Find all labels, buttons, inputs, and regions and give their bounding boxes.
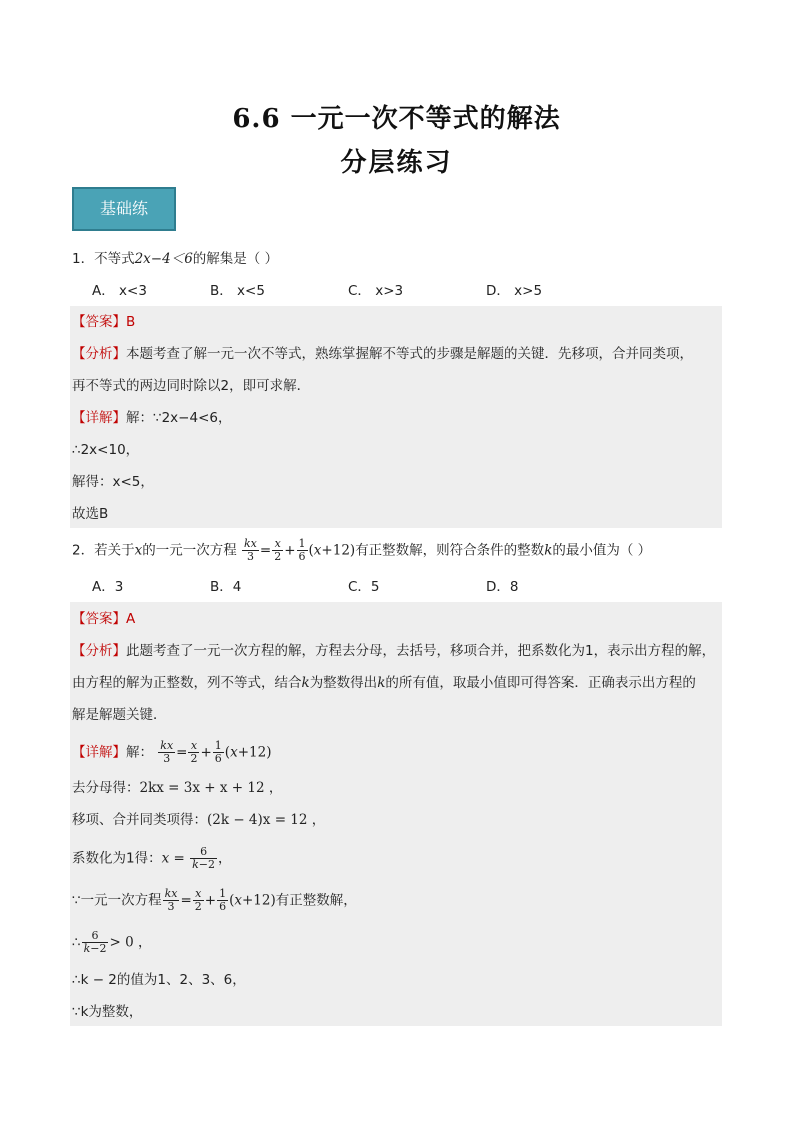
q2-answer: 【答案】A (72, 611, 136, 627)
question-1: 1．不等式2x−4＜6的解集是（ ） (72, 251, 279, 267)
q2-analysis-cont: 由方程的解为正整数，列不等式，结合k为整数得出k的所有值，取最小值即可得答案．正确表示出方程的 (72, 675, 696, 691)
q1-detail-step: ∴2x<10， (72, 442, 140, 458)
q2-step-4: ∵一元一次方程 $\frac{kx}{3}$ = $\frac{x}{2}$ + $\frac{1}{6}$ (x+12)有正整数解， (72, 887, 357, 913)
q1-detail: 【详解】解：∵2x−4<6， (72, 410, 232, 426)
q1-detail-step: 故选B (72, 506, 109, 522)
q1-answer: 【答案】B (72, 314, 136, 330)
q1-analysis: 【分析】本题考查了解一元一次不等式，熟练掌握解不等式的步骤是解题的关键．先移项，合并同类项， (72, 346, 693, 362)
q2-option-d: D．8 (486, 579, 519, 595)
q2-option-c: C．5 (348, 579, 380, 595)
q1-option-d: D． x>5 (486, 283, 543, 299)
equation-fraction: $\frac{kx}{3}$ (244, 537, 257, 563)
q2-detail: 【详解】解： $\frac{kx}{3}$ = $\frac{x}{2}$ + $\frac{1}{6}$ (x+12) (72, 739, 272, 765)
section-tag: 基础练 (72, 187, 176, 231)
q1-option-a: A． x<3 (92, 283, 147, 299)
q1-detail-step: 解得：x<5， (72, 474, 154, 490)
q2-step-5: ∴ $\frac{6}{k-2}$ > 0 ， (72, 929, 152, 955)
q2-analysis: 【分析】此题考查了一元一次方程的解，方程去分母，去括号，移项合并，把系数化为1，表示出方程的解， (72, 643, 716, 659)
q1-analysis-cont: 再不等式的两边同时除以2，即可求解． (72, 378, 311, 394)
q2-option-a: A．3 (92, 579, 124, 595)
q2-step-3: 系数化为1得：x = $\frac{6}{k-2}$ ， (72, 845, 232, 871)
q1-option-b: B． x<5 (210, 283, 265, 299)
q2-analysis-cont: 解是解题关键． (72, 707, 167, 723)
q2-step-6: ∴k − 2的值为1、2、3、6， (72, 972, 246, 988)
q1-option-c: C． x>3 (348, 283, 404, 299)
page-subtitle: 分层练习 (340, 148, 453, 178)
q2-step-1: 去分母得：2kx = 3x + x + 12 ， (72, 780, 283, 796)
q2-step-7: ∵k为整数， (72, 1004, 143, 1020)
q2-option-b: B．4 (210, 579, 242, 595)
page-title: 6.6 一元一次不等式的解法 (232, 104, 561, 134)
q2-step-2: 移项、合并同类项得：(2k − 4)x = 12 ， (72, 812, 326, 828)
question-2: 2．若关于x的一元一次方程 $\frac{kx}{3}$ = $\frac{x}{2}$ + $\frac{1}{6}$ (x+12)有正整数解，则符合条件的整数k的最小值为（ ） (72, 537, 652, 563)
